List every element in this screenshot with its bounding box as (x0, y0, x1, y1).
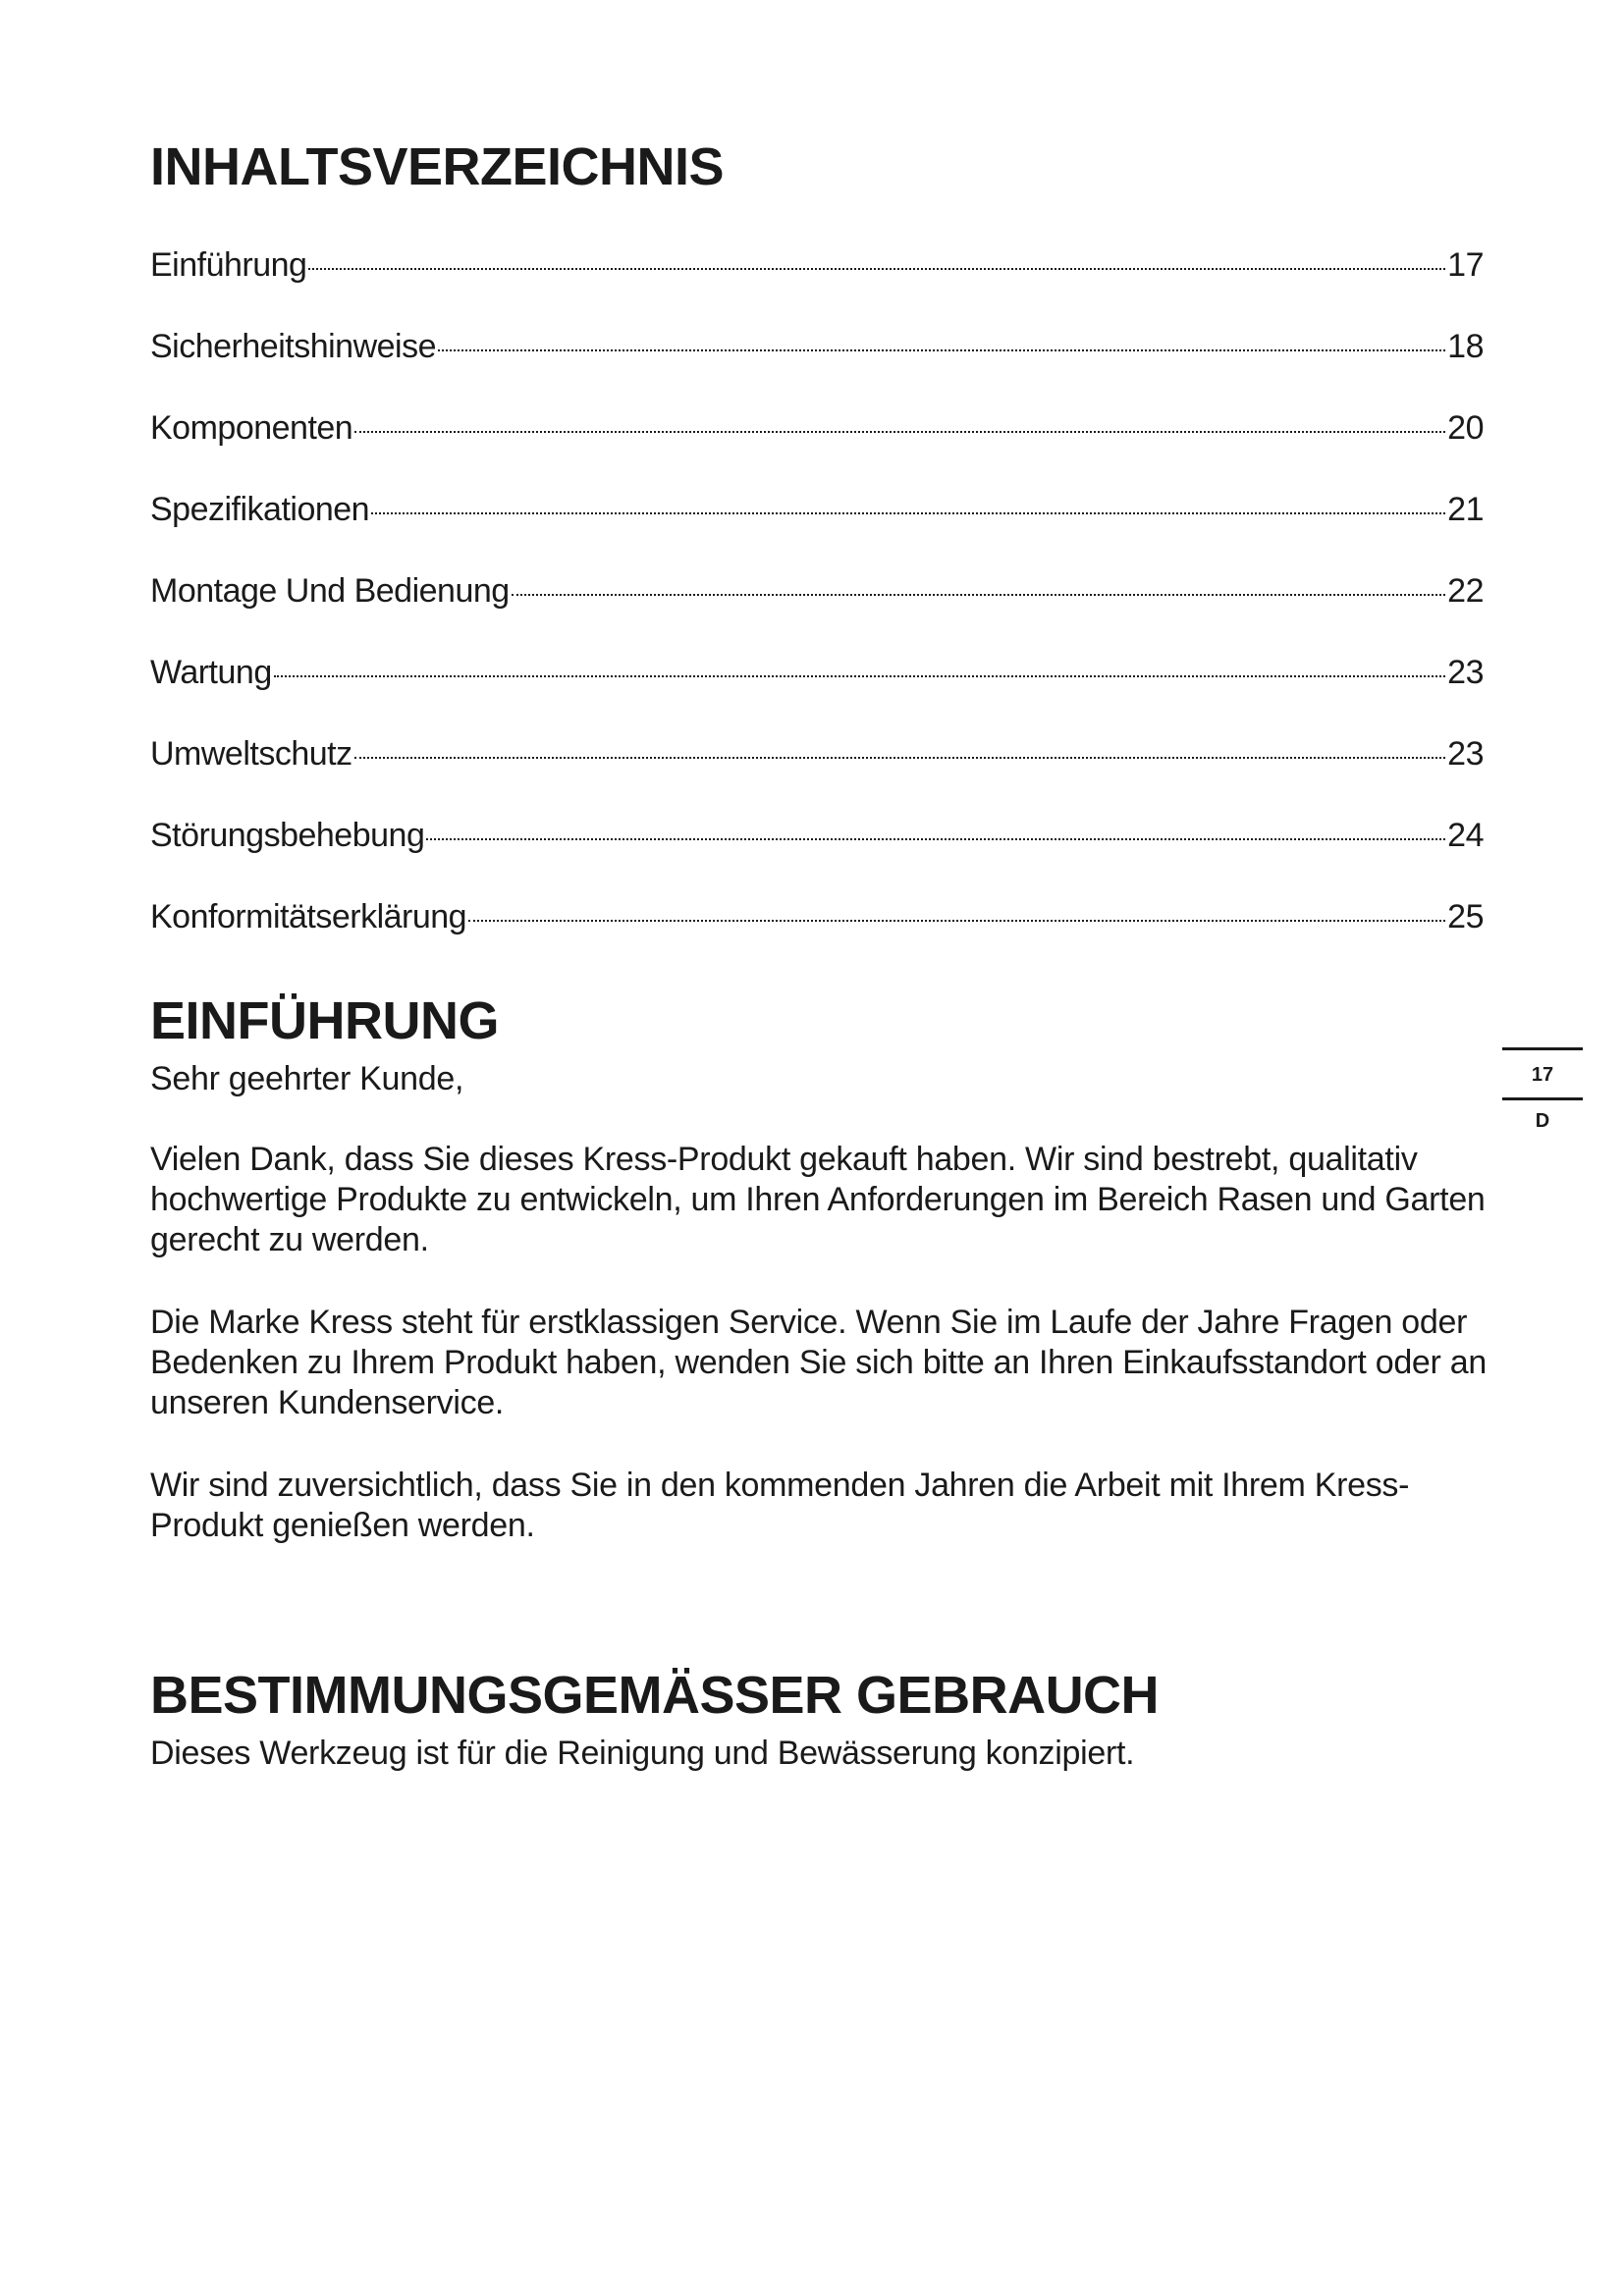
page-number: 17 (1531, 1064, 1554, 1086)
toc-entry-montage[interactable] (150, 561, 1484, 643)
toc-entry-label: Umweltschutz (150, 735, 352, 773)
toc-leader-dots (354, 757, 1446, 759)
toc-leader-dots (426, 838, 1445, 840)
intro-paragraph: Vielen Dank, dass Sie dieses Kress-Produkt gekauft haben. Wir sind bestrebt, qualitativ hochwertige Produkte zu entwickeln, um Ihren Anforderungen im Bereich Rasen und Garten gerecht zu werden. (150, 1141, 1486, 1258)
toc-entry-page: 25 (1447, 898, 1484, 935)
toc-entry-label: Einführung (150, 246, 307, 284)
toc-entry-label: Störungsbehebung (150, 817, 425, 854)
toc-title: INHALTSVERZEICHNIS (150, 137, 725, 196)
toc-entry-konformitaetserklaerung[interactable] (150, 887, 1484, 969)
toc-entry-wartung[interactable] (150, 643, 1484, 724)
toc-entry-page: 22 (1447, 572, 1484, 610)
toc-entry-page: 23 (1447, 654, 1484, 691)
toc-entry-label: Spezifikationen (150, 491, 370, 528)
toc-entry-page: 24 (1447, 817, 1484, 854)
intro-paragraph: Die Marke Kress steht für erstklassigen Service. Wenn Sie im Laufe der Jahre Fragen oder Bedenken zu Ihrem Produkt haben, wenden Sie sich bitte an Ihren Einkaufsstandort oder an unseren Kundenservice. (150, 1304, 1487, 1421)
toc-entry-page: 18 (1447, 328, 1484, 365)
toc-entry-sicherheitshinweise[interactable] (150, 317, 1484, 399)
toc-entry-label: Wartung (150, 654, 272, 691)
toc-entry-label: Montage Und Bedienung (150, 572, 510, 610)
toc-leader-dots (512, 594, 1445, 596)
introduction-title: EINFÜHRUNG (150, 991, 499, 1050)
toc-entry-label: Sicherheitshinweise (150, 328, 436, 365)
toc-entry-einfuehrung[interactable] (150, 236, 1484, 317)
toc-entry-page: 17 (1447, 246, 1484, 284)
toc-leader-dots (354, 431, 1445, 433)
toc-entry-page: 21 (1447, 491, 1484, 528)
page-side-marker (1502, 1047, 1583, 1132)
toc-leader-dots (274, 675, 1445, 677)
toc-entry-umweltschutz[interactable] (150, 724, 1484, 806)
toc-leader-dots (438, 349, 1445, 351)
toc-leader-dots (308, 268, 1445, 270)
toc-entry-label: Konformitätserklärung (150, 898, 467, 935)
toc-entry-komponenten[interactable] (150, 399, 1484, 480)
table-of-contents (150, 236, 1484, 969)
toc-leader-dots (371, 512, 1445, 514)
greeting-text: Sehr geehrter Kunde, (150, 1060, 464, 1097)
toc-entry-spezifikationen[interactable] (150, 480, 1484, 561)
intro-paragraph: Wir sind zuversichtlich, dass Sie in den kommenden Jahren die Arbeit mit Ihrem Kress-Produkt genießen werden. (150, 1467, 1410, 1544)
toc-entry-page: 23 (1447, 735, 1484, 773)
intended-use-text: Dieses Werkzeug ist für die Reinigung und Bewässerung konzipiert. (150, 1735, 1135, 1772)
toc-entry-page: 20 (1447, 409, 1484, 447)
intended-use-title: BESTIMMUNGSGEMÄSSER GEBRAUCH (150, 1666, 1160, 1725)
language-tab: D (1535, 1110, 1550, 1132)
toc-entry-label: Komponenten (150, 409, 353, 447)
toc-entry-stoerungsbehebung[interactable] (150, 806, 1484, 887)
toc-leader-dots (468, 920, 1445, 922)
